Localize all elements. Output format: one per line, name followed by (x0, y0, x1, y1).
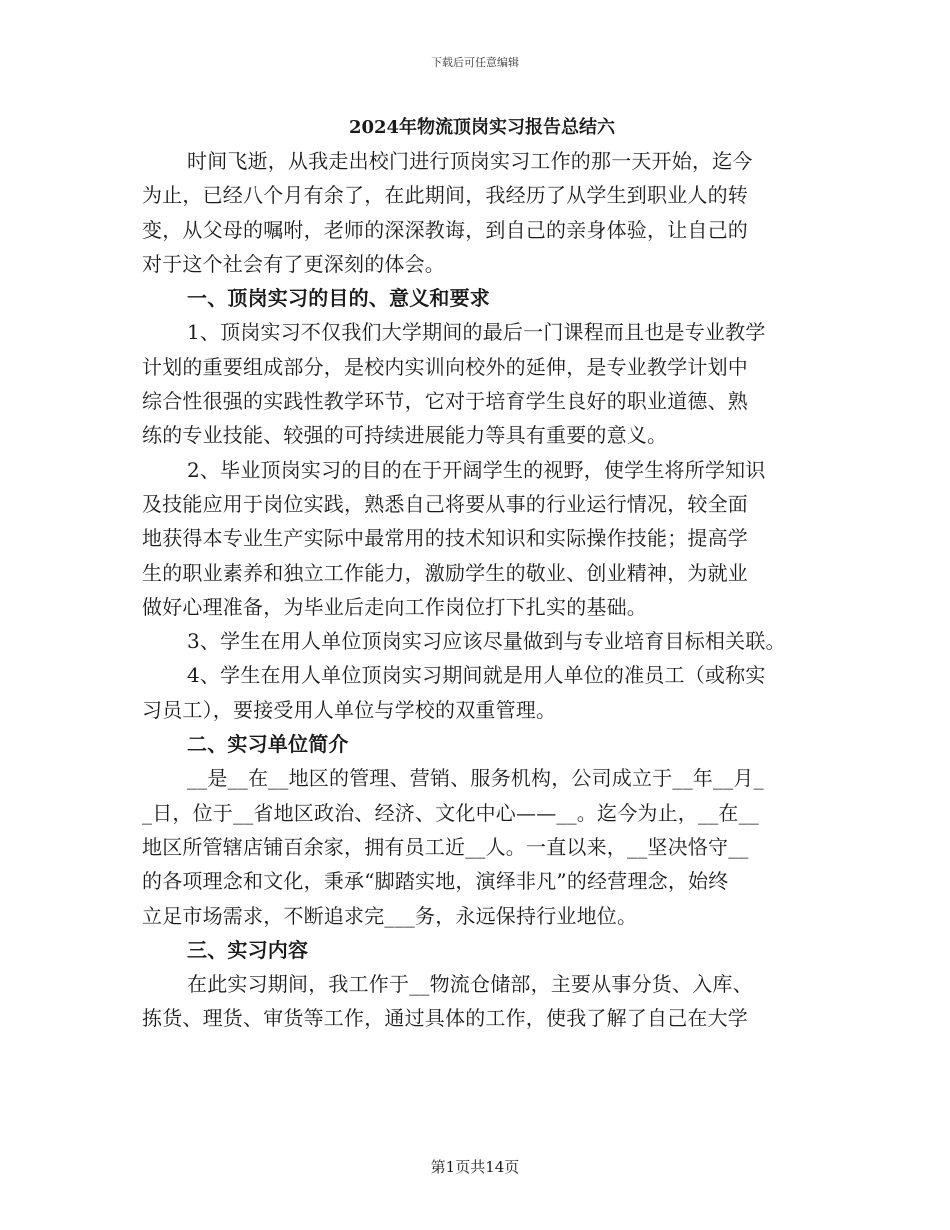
text-line: __是__在__地区的管理、营销、服务机构，公司成立于__年__月_ (187, 766, 764, 791)
text-line: 在此实习期间，我工作于__物流仓储部，主要从事分货、入库、 (187, 972, 753, 997)
document-text (142, 144, 822, 1036)
section-heading: 一、顶岗实习的目的、意义和要求 (187, 286, 490, 311)
text-line: 计划的重要组成部分，是校内实训向校外的延伸，是专业教学计划中 (142, 354, 748, 379)
text-line: 拣货、理货、审货等工作，通过具体的工作，使我了解了自己在大学 (142, 1006, 748, 1031)
text-line: 4、学生在用人单位顶岗实习期间就是用人单位的准员工（或称实 (187, 663, 766, 688)
text-line: 为止，已经八个月有余了，在此期间，我经历了从学生到职业人的转 (142, 183, 748, 208)
text-line: 立足市场需求，不断追求完___务，永远保持行业地位。 (142, 903, 638, 928)
text-line: 练的专业技能、较强的可持续进展能力等具有重要的意义。 (142, 423, 668, 448)
text-line: 做好心理准备，为毕业后走向工作岗位打下扎实的基础。 (142, 594, 647, 619)
text-line: _日，位于__省地区政治、经济、文化中心——__。迄今为止，__在__ (142, 800, 759, 825)
text-line: 习员工），要接受用人单位与学校的双重管理。 (142, 697, 557, 722)
text-line: 变，从父母的嘱咐，老师的深深教诲，到自己的亲身体验，让自己的 (142, 217, 748, 242)
text-line: 2、毕业顶岗实习的目的在于开阔学生的视野，使学生将所学知识 (187, 457, 766, 482)
section-heading: 二、实习单位简介 (187, 732, 349, 757)
text-line: 对于这个社会有了更深刻的体会。 (142, 251, 445, 276)
text-line: 时间飞逝，从我走出校门进行顶岗实习工作的那一天开始，迄今 (187, 149, 753, 173)
page-number: 第1页共14页 (430, 1158, 520, 1176)
text-line: 3、学生在用人单位顶岗实习应该尽量做到与专业培育目标相关联。 (187, 629, 786, 654)
document-title: 2024年物流顶岗实习报告总结六 (348, 117, 616, 138)
text-line: 综合性很强的实践性教学环节，它对于培育学生良好的职业道德、熟 (142, 389, 748, 414)
text-line: 地区所管辖店铺百余家，拥有员工近__人。一直以来，__坚决恪守__ (142, 834, 749, 859)
text-line: 地获得本专业生产实际中最常用的技术知识和实际操作技能；提高学 (142, 526, 748, 551)
text-line: 的各项理念和文化，秉承“脚踏实地，演绎非凡”的经营理念，始终 (142, 869, 729, 894)
text-line: 生的职业素养和独立工作能力，激励学生的敬业、创业精神，为就业 (142, 560, 748, 585)
text-line: 及技能应用于岗位实践，熟悉自己将要从事的行业运行情况，较全面 (142, 491, 748, 516)
page-header-note: 下载后可任意编辑 (431, 56, 519, 69)
section-heading: 三、实习内容 (187, 937, 309, 962)
text-line: 1、顶岗实习不仅我们大学期间的最后一门课程而且也是专业教学 (187, 320, 766, 345)
document-body (142, 112, 822, 1036)
